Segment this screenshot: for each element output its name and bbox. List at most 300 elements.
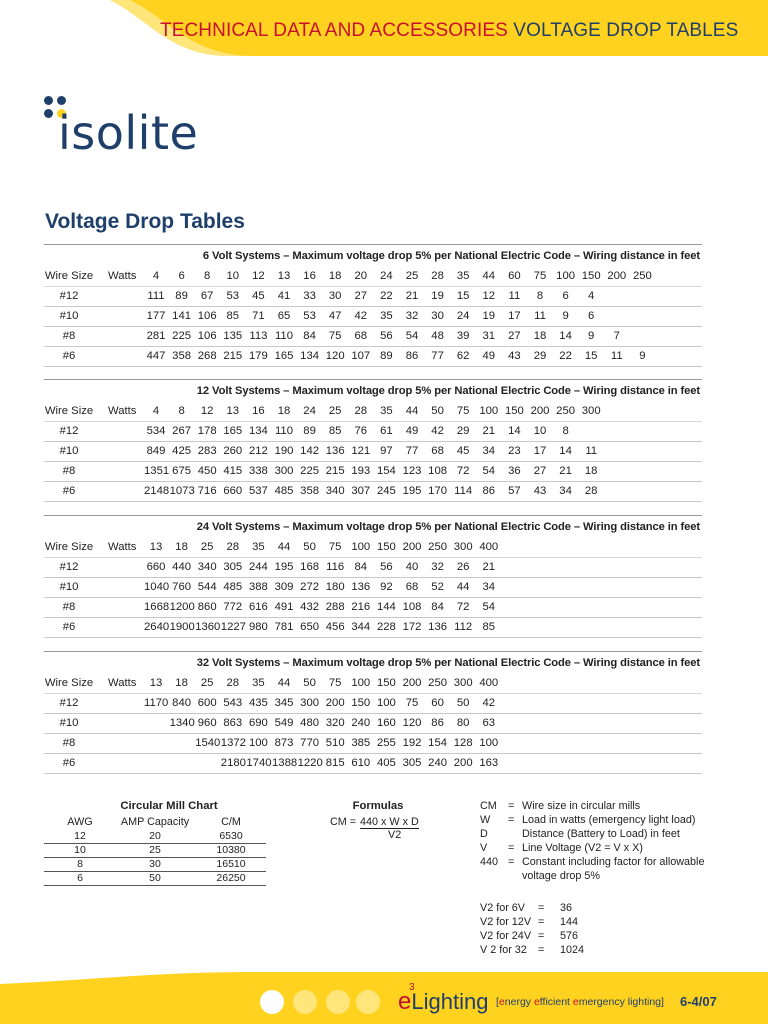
watts-value: 28 <box>431 270 444 282</box>
distance-cell: 75 <box>405 697 419 709</box>
v2-label: V 2 for 32 <box>480 944 527 956</box>
definition-key: CM <box>480 800 497 812</box>
distance-cell: 77 <box>405 445 419 457</box>
definition-key: W <box>480 814 491 826</box>
distance-cell: 144 <box>376 601 396 613</box>
distance-cell: 22 <box>559 350 572 362</box>
distance-cell: 65 <box>277 310 291 322</box>
watts-header: Watts <box>108 541 137 553</box>
distance-cell: 154 <box>376 465 396 477</box>
distance-cell: 240 <box>351 717 371 729</box>
distance-cell: 8 <box>562 425 569 437</box>
watts-value: 150 <box>376 541 396 553</box>
distance-cell: 54 <box>482 465 496 477</box>
watts-value: 300 <box>453 541 473 553</box>
distance-cell: 781 <box>274 621 294 633</box>
distance-cell: 68 <box>405 581 419 593</box>
watts-value: 100 <box>351 677 371 689</box>
distance-cell: 385 <box>351 737 371 749</box>
distance-cell: 75 <box>328 330 342 342</box>
watts-value: 4 <box>152 270 160 282</box>
distance-cell: 1900 <box>169 621 195 633</box>
distance-cell: 860 <box>197 601 217 613</box>
distance-cell: 6 <box>562 290 569 302</box>
table-row <box>44 830 266 844</box>
distance-cell: 4 <box>588 290 595 302</box>
cm-value: 16510 <box>216 858 246 870</box>
wire-size-label: #8 <box>62 330 76 342</box>
distance-cell: 30 <box>328 290 342 302</box>
wire-size-label: #8 <box>62 737 76 749</box>
distance-cell: 180 <box>325 581 345 593</box>
distance-cell: 405 <box>376 757 396 769</box>
distance-cell: 110 <box>274 425 293 437</box>
amp-capacity-value: 30 <box>149 858 161 870</box>
distance-cell: 549 <box>274 717 294 729</box>
distance-cell: 63 <box>482 717 496 729</box>
v2-label: V2 for 6V <box>480 902 526 914</box>
watts-value: 28 <box>226 541 240 553</box>
watts-value: 25 <box>200 677 214 689</box>
wire-size-label: #10 <box>59 445 79 457</box>
distance-cell: 281 <box>146 330 166 342</box>
tagline-initial: e <box>533 996 540 1008</box>
watts-value: 12 <box>252 270 265 282</box>
distance-cell: 440 <box>172 561 192 573</box>
distance-cell: 43 <box>508 350 521 362</box>
watts-value: 44 <box>277 677 291 689</box>
definition-row <box>480 828 720 842</box>
distance-cell: 225 <box>172 330 192 342</box>
table-header-row <box>44 402 702 422</box>
tagline-close: ] <box>661 996 664 1008</box>
watts-value: 75 <box>328 677 342 689</box>
watts-value: 100 <box>556 270 576 282</box>
wire-size-label: #12 <box>59 290 79 302</box>
distance-cell: 30 <box>431 310 444 322</box>
formula-lhs: CM = <box>330 816 357 828</box>
distance-cell: 89 <box>380 350 393 362</box>
watts-value: 44 <box>482 270 496 282</box>
watts-value: 18 <box>175 677 188 689</box>
distance-cell: 27 <box>354 290 368 302</box>
distance-cell: 89 <box>303 425 316 437</box>
distance-cell: 2180 <box>220 757 246 769</box>
definition-key: V <box>480 842 488 854</box>
distance-cell: 600 <box>197 697 217 709</box>
distance-cell: 32 <box>405 310 419 322</box>
brand-word: Lighting <box>411 989 489 1014</box>
distance-cell: 268 <box>197 350 217 362</box>
distance-cell: 320 <box>325 717 345 729</box>
table-caption: 12 Volt Systems – Maximum voltage drop 5% per National Electric Code – Wiring distance in feet <box>44 379 702 402</box>
distance-cell: 1388 <box>272 757 298 769</box>
top-banner <box>0 0 768 56</box>
distance-cell: 49 <box>482 350 496 362</box>
table-header-row <box>44 538 702 558</box>
distance-cell: 245 <box>376 485 396 497</box>
distance-cell: 21 <box>559 465 572 477</box>
distance-cell: 1227 <box>220 621 246 633</box>
distance-cell: 1073 <box>169 485 195 497</box>
distance-cell: 863 <box>223 717 243 729</box>
distance-cell: 610 <box>351 757 371 769</box>
distance-cell: 1372 <box>220 737 246 749</box>
watts-value: 13 <box>149 541 163 553</box>
watts-value: 16 <box>252 405 265 417</box>
watts-value: 25 <box>200 541 214 553</box>
distance-cell: 18 <box>533 330 547 342</box>
watts-value: 44 <box>277 541 291 553</box>
wire-size-label: #12 <box>59 561 79 573</box>
wire-size-label: #6 <box>62 350 76 362</box>
definition-row <box>480 856 720 870</box>
distance-cell: 425 <box>172 445 192 457</box>
watts-value: 250 <box>428 541 448 553</box>
watts-value: 150 <box>376 677 396 689</box>
distance-cell: 48 <box>431 330 444 342</box>
formulas-title: Formulas <box>352 800 404 812</box>
distance-cell: 11 <box>585 445 598 457</box>
cm-chart-header <box>44 816 266 830</box>
distance-cell: 27 <box>533 465 547 477</box>
distance-cell: 849 <box>146 445 166 457</box>
watts-value: 10 <box>226 270 240 282</box>
wire-size-label: #10 <box>59 581 79 593</box>
wire-size-label: #12 <box>59 697 79 709</box>
distance-cell: 134 <box>248 425 268 437</box>
distance-cell: 7 <box>613 330 620 342</box>
watts-value: 6 <box>178 270 185 282</box>
distance-cell: 49 <box>405 425 419 437</box>
watts-value: 8 <box>204 270 211 282</box>
distance-cell: 85 <box>482 621 496 633</box>
distance-cell: 840 <box>172 697 192 709</box>
watts-value: 20 <box>354 270 368 282</box>
amp-capacity-value: 50 <box>149 872 161 884</box>
watts-value: 300 <box>453 677 473 689</box>
table-row <box>44 347 702 367</box>
wire-size-label: #6 <box>62 485 76 497</box>
distance-cell: 42 <box>431 425 444 437</box>
distance-cell: 60 <box>431 697 444 709</box>
distance-cell: 1220 <box>297 757 323 769</box>
distance-cell: 36 <box>508 465 521 477</box>
distance-cell: 136 <box>351 581 371 593</box>
distance-cell: 1040 <box>144 581 170 593</box>
definition-text: Distance (Battery to Load) in feet <box>522 828 680 840</box>
distance-cell: 163 <box>479 757 499 769</box>
distance-cell: 690 <box>248 717 268 729</box>
distance-cell: 113 <box>249 330 268 342</box>
distance-cell: 1540 <box>195 737 221 749</box>
distance-cell: 228 <box>376 621 396 633</box>
table-row <box>44 844 266 858</box>
circular-mill-chart <box>44 800 266 886</box>
awg-value: 10 <box>74 844 86 856</box>
definition-text: voltage drop 5% <box>522 870 601 882</box>
wire-size-label: #8 <box>62 465 76 477</box>
v2-equals: = <box>538 944 545 956</box>
distance-cell: 195 <box>274 561 294 573</box>
distance-cell: 40 <box>405 561 419 573</box>
definition-equals: = <box>508 842 515 854</box>
watts-value: 28 <box>354 405 368 417</box>
distance-cell: 72 <box>456 465 470 477</box>
distance-cell: 9 <box>588 330 595 342</box>
distance-cell: 300 <box>300 697 320 709</box>
distance-cell: 660 <box>146 561 166 573</box>
distance-cell: 8 <box>536 290 544 302</box>
distance-cell: 23 <box>508 445 521 457</box>
distance-cell: 84 <box>303 330 316 342</box>
tagline-open: [ <box>496 996 499 1008</box>
distance-cell: 772 <box>223 601 243 613</box>
distance-cell: 28 <box>584 485 598 497</box>
distance-cell: 67 <box>200 290 214 302</box>
formula-definitions <box>480 800 720 958</box>
watts-value: 150 <box>504 405 524 417</box>
watts-value: 35 <box>380 405 393 417</box>
distance-cell: 100 <box>376 697 396 709</box>
page-number: 6-4/07 <box>680 994 717 1009</box>
distance-cell: 84 <box>431 601 444 613</box>
watts-value: 400 <box>479 541 499 553</box>
watts-value: 150 <box>581 270 601 282</box>
distance-cell: 873 <box>274 737 294 749</box>
distance-cell: 21 <box>405 290 419 302</box>
watts-value: 250 <box>632 270 652 282</box>
distance-cell: 195 <box>402 485 422 497</box>
v2-label: V2 for 24V <box>480 930 532 942</box>
distance-cell: 1351 <box>144 465 170 477</box>
watts-value: 50 <box>303 541 316 553</box>
distance-cell: 154 <box>428 737 448 749</box>
table-row <box>44 618 702 638</box>
definition-row <box>480 842 720 856</box>
wire-size-label: #10 <box>59 717 79 729</box>
distance-cell: 92 <box>380 581 393 593</box>
distance-cell: 62 <box>456 350 470 362</box>
distance-cell: 415 <box>223 465 243 477</box>
watts-value: 13 <box>226 405 240 417</box>
distance-cell: 84 <box>354 561 368 573</box>
v2-row <box>480 930 720 944</box>
distance-cell: 447 <box>146 350 166 362</box>
v2-label: V2 for 12V <box>480 916 532 928</box>
distance-cell: 9 <box>639 350 646 362</box>
distance-cell: 17 <box>508 310 521 322</box>
wire-size-label: #10 <box>59 310 79 322</box>
table-row <box>44 734 702 754</box>
table-row <box>44 694 702 714</box>
distance-cell: 111 <box>147 290 165 302</box>
distance-cell: 960 <box>197 717 217 729</box>
distance-cell: 216 <box>351 601 371 613</box>
distance-cell: 10 <box>533 425 547 437</box>
watts-value: 16 <box>303 270 316 282</box>
table-row <box>44 714 702 734</box>
brand-e: e <box>398 988 412 1015</box>
distance-cell: 27 <box>508 330 521 342</box>
definition-row <box>480 870 720 884</box>
distance-cell: 14 <box>559 330 572 342</box>
distance-cell: 120 <box>402 717 422 729</box>
distance-cell: 1340 <box>169 717 195 729</box>
watts-value: 18 <box>175 541 188 553</box>
wire-size-label: #6 <box>62 621 76 633</box>
logo-wordmark: isolite <box>58 106 199 160</box>
distance-cell: 11 <box>534 310 546 322</box>
distance-cell: 18 <box>584 465 598 477</box>
distance-cell: 2640 <box>144 621 170 633</box>
watts-value: 4 <box>152 405 160 417</box>
distance-cell: 432 <box>300 601 320 613</box>
distance-cell: 200 <box>453 757 473 769</box>
tagline-initial: e <box>498 996 505 1008</box>
cm-header-amp: AMP Capacity <box>120 816 190 828</box>
distance-cell: 177 <box>146 310 166 322</box>
v2-value: 1024 <box>560 944 585 956</box>
distance-cell: 675 <box>172 465 192 477</box>
distance-cell: 760 <box>172 581 192 593</box>
watts-value: 300 <box>581 405 601 417</box>
distance-cell: 56 <box>380 561 393 573</box>
cm-value: 10380 <box>216 844 246 856</box>
watts-value: 35 <box>252 541 265 553</box>
distance-cell: 510 <box>325 737 345 749</box>
distance-cell: 112 <box>454 621 473 633</box>
distance-cell: 11 <box>508 290 521 302</box>
distance-cell: 9 <box>562 310 569 322</box>
awg-value: 12 <box>74 830 86 842</box>
watts-value: 8 <box>178 405 185 417</box>
brand-superscript: 3 <box>409 982 415 993</box>
cm-chart-title: Circular Mill Chart <box>120 800 218 812</box>
distance-cell: 116 <box>326 561 345 573</box>
banner-title-topic: VOLTAGE DROP TABLES <box>513 20 739 41</box>
watts-value: 250 <box>556 405 576 417</box>
distance-cell: 53 <box>303 310 316 322</box>
distance-cell: 307 <box>351 485 371 497</box>
distance-cell: 543 <box>223 697 243 709</box>
cm-value: 26250 <box>216 872 246 884</box>
watts-header: Watts <box>108 405 137 417</box>
distance-cell: 68 <box>354 330 368 342</box>
distance-cell: 86 <box>405 350 419 362</box>
distance-cell: 215 <box>223 350 243 362</box>
voltage-table-0 <box>44 244 702 367</box>
voltage-table-3 <box>44 651 702 774</box>
distance-cell: 225 <box>300 465 320 477</box>
table-caption: 6 Volt Systems – Maximum voltage drop 5% per National Electric Code – Wiring distance in feet <box>44 244 702 267</box>
distance-cell: 14 <box>559 445 572 457</box>
table-row <box>44 327 702 347</box>
watts-value: 35 <box>456 270 470 282</box>
distance-cell: 300 <box>274 465 294 477</box>
distance-cell: 193 <box>351 465 371 477</box>
table-row <box>44 482 702 502</box>
cm-header-cm: C/M <box>221 816 241 828</box>
wire-size-header: Wire Size <box>44 270 94 282</box>
distance-cell: 212 <box>248 445 268 457</box>
distance-cell: 267 <box>172 425 192 437</box>
watts-value: 25 <box>328 405 342 417</box>
distance-cell: 123 <box>402 465 422 477</box>
distance-cell: 192 <box>402 737 422 749</box>
distance-cell: 190 <box>274 445 294 457</box>
watts-value: 44 <box>405 405 419 417</box>
distance-cell: 71 <box>252 310 265 322</box>
watts-value: 25 <box>405 270 419 282</box>
distance-cell: 17 <box>533 445 547 457</box>
distance-cell: 344 <box>351 621 371 633</box>
watts-value: 75 <box>328 541 342 553</box>
distance-cell: 491 <box>274 601 294 613</box>
distance-cell: 106 <box>197 310 217 322</box>
e3-lighting-brand <box>398 982 489 1016</box>
tagline-word: mergency lighting <box>578 996 662 1008</box>
distance-cell: 42 <box>354 310 368 322</box>
distance-cell: 1200 <box>169 601 195 613</box>
distance-cell: 21 <box>482 561 496 573</box>
distance-cell: 24 <box>456 310 470 322</box>
voltage-table-1 <box>44 379 702 502</box>
distance-cell: 537 <box>248 485 268 497</box>
definition-equals: = <box>508 800 515 812</box>
distance-cell: 136 <box>325 445 345 457</box>
distance-cell: 534 <box>146 425 166 437</box>
distance-cell: 19 <box>431 290 444 302</box>
distance-cell: 68 <box>431 445 444 457</box>
distance-cell: 86 <box>482 485 496 497</box>
distance-cell: 19 <box>482 310 496 322</box>
v2-equals: = <box>538 916 545 928</box>
watts-header: Watts <box>108 270 137 282</box>
distance-cell: 108 <box>428 465 448 477</box>
distance-cell: 388 <box>248 581 268 593</box>
definition-equals: = <box>508 856 515 868</box>
distance-cell: 15 <box>584 350 598 362</box>
distance-cell: 260 <box>223 445 243 457</box>
distance-cell: 340 <box>197 561 217 573</box>
distance-cell: 54 <box>482 601 496 613</box>
distance-cell: 200 <box>325 697 345 709</box>
distance-cell: 338 <box>248 465 268 477</box>
tagline-word: nergy <box>504 996 534 1008</box>
distance-cell: 135 <box>223 330 243 342</box>
table-row <box>44 307 702 327</box>
distance-cell: 283 <box>197 445 217 457</box>
definition-text: Line Voltage (V2 = V x X) <box>522 842 643 854</box>
distance-cell: 136 <box>428 621 448 633</box>
distance-cell: 106 <box>197 330 217 342</box>
definition-text: Wire size in circular mills <box>522 800 641 812</box>
distance-cell: 358 <box>172 350 192 362</box>
wire-size-label: #8 <box>62 601 76 613</box>
distance-cell: 716 <box>197 485 217 497</box>
voltage-table-2 <box>44 515 702 638</box>
watts-value: 400 <box>479 677 499 689</box>
distance-cell: 142 <box>300 445 320 457</box>
watts-value: 18 <box>328 270 342 282</box>
wire-size-label: #12 <box>59 425 79 437</box>
distance-cell: 1740 <box>246 757 272 769</box>
distance-cell: 85 <box>226 310 240 322</box>
watts-value: 28 <box>226 677 240 689</box>
distance-cell: 340 <box>325 485 345 497</box>
v2-value: 144 <box>560 916 579 928</box>
